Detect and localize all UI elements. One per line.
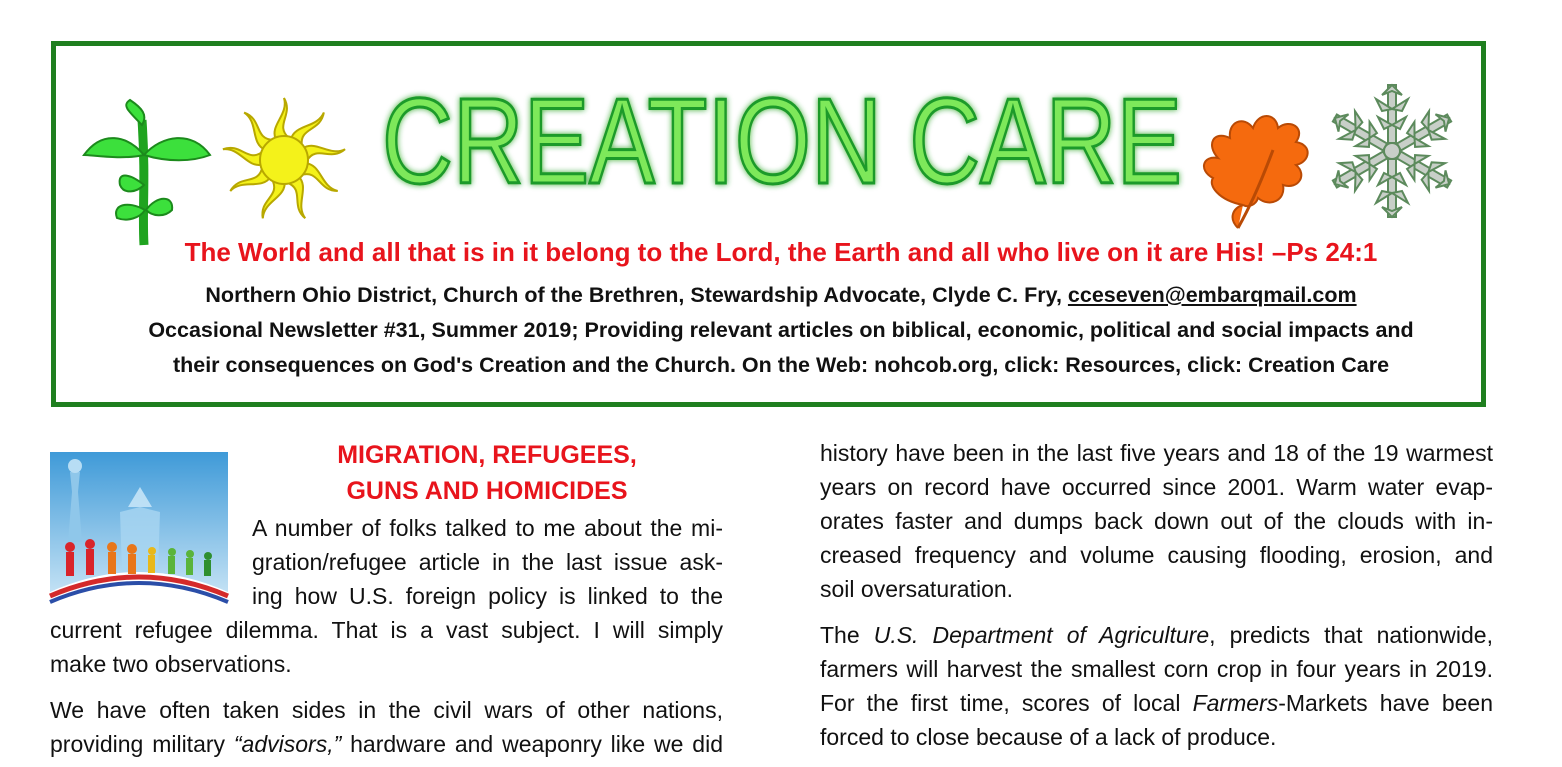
paragraph-line: years on record have occurred since 2001. Warm water evap-: [820, 474, 1493, 500]
right-paragraph-2: [820, 618, 1493, 754]
text-run: For the first time, scores of local: [820, 690, 1193, 716]
paragraph-line: history have been in the last five years and 18 of the 19 warmest: [820, 440, 1493, 466]
paragraph-line: gration/refugee article in the last issue ask-: [252, 549, 723, 575]
text-run: providing military: [50, 731, 234, 757]
district-info: [0, 283, 1562, 308]
web-info: their consequences on God's Creation and the Church. On the Web: nohcob.org, click: Resources, click: Creation Care: [172, 353, 1390, 377]
oak-leaf-icon: [1198, 100, 1313, 230]
paragraph-line: orates faster and dumps back down out of the clouds with in-: [820, 508, 1493, 534]
left-paragraph-1-full: [50, 613, 723, 681]
article-heading-line: MIGRATION, REFUGEES,: [337, 441, 637, 469]
paragraph-line: creased frequency and volume causing flooding, erosion, and: [820, 542, 1493, 568]
emphasis-text: Farmers: [1192, 690, 1279, 716]
text-run: , predicts that nationwide,: [1209, 622, 1493, 648]
paragraph-line: current refugee dilemma. That is a vast subject. I will simply: [50, 617, 723, 643]
left-paragraph-1-wrapped: [252, 511, 723, 613]
paragraph-line: A number of folks talked to me about the mi-: [252, 515, 723, 541]
plant-icon: [82, 100, 212, 245]
paragraph-line: [50, 727, 723, 761]
text-run: The: [820, 622, 874, 648]
paragraph-line: [820, 618, 1493, 652]
newsletter-info: Occasional Newsletter #31, Summer 2019; Providing relevant articles on biblical, economic, political and social impacts and: [148, 318, 1414, 342]
paragraph-line: ing how U.S. foreign policy is linked to the: [252, 583, 723, 609]
paragraph-line: farmers will harvest the smallest corn crop in four years in 2019.: [820, 656, 1493, 682]
paragraph-line: soil oversaturation.: [820, 576, 1014, 602]
sun-icon: [217, 92, 352, 227]
paragraph-line: [820, 686, 1493, 720]
title-text: CREATION CARE: [382, 73, 1182, 209]
text-run: hardware and weaponry like we did: [341, 731, 723, 757]
paragraph-line: make two observations.: [50, 651, 292, 677]
article-heading-line: GUNS AND HOMICIDES: [346, 477, 628, 505]
snowflake-icon: [1338, 80, 1446, 222]
text-run: -Markets have been: [1278, 690, 1493, 716]
article-heading: [250, 437, 724, 509]
paragraph-line: forced to close because of a lack of produce.: [820, 724, 1277, 750]
newsletter-title: [372, 73, 1192, 209]
emphasis-text: “advisors,”: [233, 731, 342, 757]
tagline: The World and all that is in it belong to the Lord, the Earth and all who live on it are His! –Ps 24:1: [184, 237, 1378, 267]
statue-of-liberty-migration-image: [50, 452, 228, 606]
district-info-text: Northern Ohio District, Church of the Brethren, Stewardship Advocate, Clyde C. Fry,: [205, 283, 1068, 307]
email-link[interactable]: cceseven@embarqmail.com: [1067, 283, 1357, 307]
emphasis-text: U.S. Department of Agriculture: [873, 622, 1210, 648]
paragraph-line: We have often taken sides in the civil wars of other nations,: [50, 697, 723, 723]
left-paragraph-2: [50, 693, 723, 761]
right-paragraph-1: [820, 436, 1493, 606]
